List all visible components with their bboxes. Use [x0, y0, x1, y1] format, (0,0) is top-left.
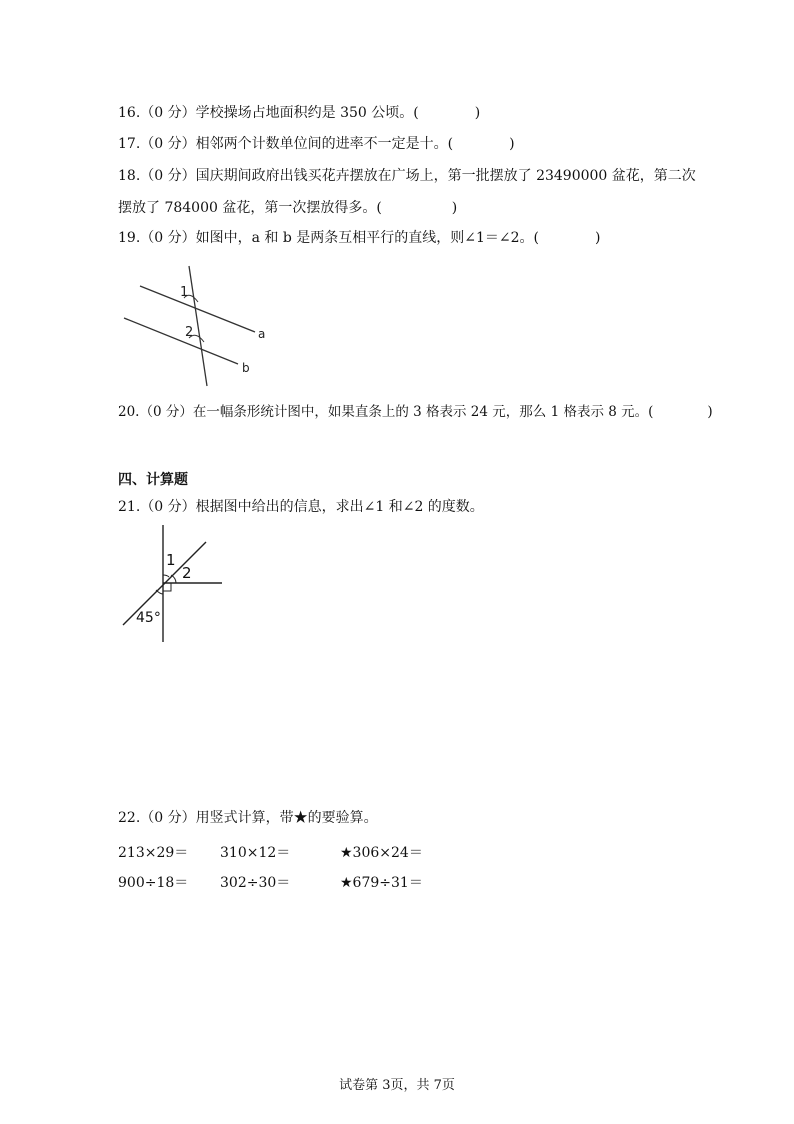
calc-3: ★306×24＝	[340, 845, 423, 861]
line-b-label: b	[242, 361, 250, 375]
angle-figure	[118, 520, 228, 645]
question-22: 22.（0 分）用竖式计算，带★的要验算。	[118, 810, 378, 826]
angle-2-label: 2	[185, 325, 194, 340]
section-title: 四、计算题	[118, 472, 188, 488]
calc-1: 213×29＝	[118, 845, 189, 861]
angle-1-label: 1	[166, 551, 176, 569]
angle-45-label: 45°	[136, 610, 161, 626]
question-20: 20.（0 分）在一幅条形统计图中，如果直条上的 3 格表示 24 元，那么 1 格表示 8 元。( )	[118, 404, 713, 420]
line-a-label: a	[258, 327, 266, 341]
line-b	[124, 318, 238, 364]
question-16: 16.（0 分）学校操场占地面积约是 350 公顷。( )	[118, 105, 481, 121]
angle-1-label: 1	[180, 285, 189, 300]
calc-6: ★679÷31＝	[340, 875, 423, 891]
calc-2: 310×12＝	[220, 845, 291, 861]
question-18-line2: 摆放了 784000 盆花，第一次摆放得多。( )	[118, 200, 458, 216]
calc-4: 900÷18＝	[118, 875, 189, 891]
angle-45-arc	[156, 590, 163, 594]
page-footer: 试卷第 3页，共 7页	[339, 1078, 455, 1093]
question-19: 19.（0 分）如图中，a 和 b 是两条互相平行的直线，则∠1＝∠2。( )	[118, 230, 601, 246]
question-18-line1: 18.（0 分）国庆期间政府出钱买花卉摆放在广场上，第一批摆放了 23490000 盆花，第二次	[118, 168, 696, 184]
question-21: 21.（0 分）根据图中给出的信息，求出∠1 和∠2 的度数。	[118, 499, 484, 515]
angle-1-arc	[163, 575, 169, 577]
angle-2-label: 2	[182, 564, 192, 582]
parallel-lines-figure	[118, 258, 278, 388]
question-17: 17.（0 分）相邻两个计数单位间的进率不一定是十。( )	[118, 136, 515, 152]
calc-5: 302÷30＝	[220, 875, 291, 891]
